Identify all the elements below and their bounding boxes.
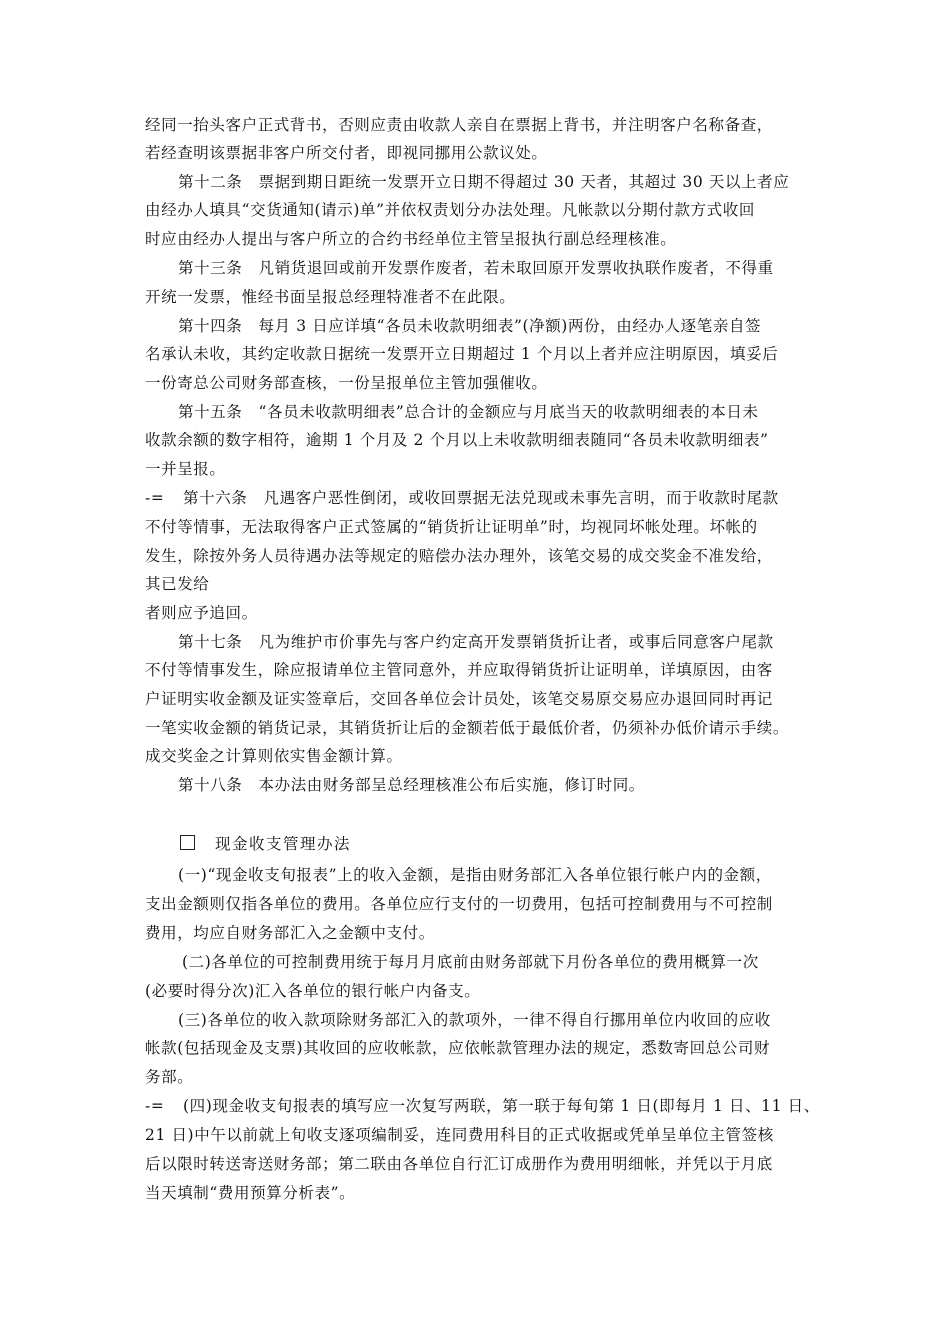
text-line: 第十七条 凡为维护市价事先与客户约定高开发票销货折让者，或事后同意客户尾款 (178, 633, 774, 651)
section-heading (180, 834, 351, 854)
text-line: (必要时得分次)汇入各单位的银行帐户内备支。 (145, 982, 481, 1000)
text-line: 发生，除按外务人员待遇办法等规定的赔偿办法办理外，该笔交易的成交奖金不准发给， (145, 547, 773, 565)
text-line: 名承认未收，其约定收款日据统一发票开立日期超过 1 个月以上者并应注明原因，填妥后 (145, 345, 779, 363)
text-line: 支出金额则仅指各单位的费用。各单位应行支付的一切费用，包括可控制费用与不可控制 (145, 895, 773, 913)
text-line: 当天填制“费用预算分析表”。 (145, 1184, 356, 1202)
text-line: 开统一发票，惟经书面呈报总经理特准者不在此限。 (145, 288, 516, 306)
text-line: 第十四条 每月 3 日应详填“各员未收款明细表”(净额)两份，由经办人逐笔亲自签 (178, 317, 762, 335)
checkbox-square-icon (180, 835, 195, 850)
text-line: 务部。 (145, 1068, 194, 1086)
text-line: (一)“现金收支旬报表”上的收入金额，是指由财务部汇入各单位银行帐户内的金额， (178, 866, 772, 884)
text-line: 费用，均应自财务部汇入之金额中支付。 (145, 924, 435, 942)
text-line: 不付等情事，无法取得客户正式签属的“销货折让证明单”时，均视同坏帐处理。坏帐的 (145, 518, 758, 536)
text-line: 21 日)中午以前就上旬收支逐项编制妥，连同费用科目的正式收据或凭单呈单位主管签核 (145, 1126, 774, 1144)
section-heading-text: 现金收支管理办法 (215, 835, 352, 853)
text-line-body: (四)现金收支旬报表的填写应一次复写两联，第一联于每旬第 1 日(即每月 1 日、11 日、 (183, 1097, 820, 1115)
text-line: 一并呈报。 (145, 460, 226, 478)
text-line: 第十五条 “各员未收款明细表”总合计的金额应与月底当天的收款明细表的本日未 (178, 403, 759, 421)
text-line: 第十三条 凡销货退回或前开发票作废者，若未取回原开发票收执联作废者，不得重 (178, 259, 774, 277)
text-line: 第十二条 票据到期日距统一发票开立日期不得超过 30 天者，其超过 30 天以上者应 (178, 173, 790, 191)
text-line: 若经查明该票据非客户所交付者，即视同挪用公款议处。 (145, 144, 548, 162)
text-line: 一笔实收金额的销货记录，其销货折让后的金额若低于最低价者，仍须补办低价请示手续。 (145, 719, 790, 737)
text-line: 由经办人填具“交货通知(请示)单”并依权责划分办法处理。凡帐款以分期付款方式收回 (145, 201, 755, 219)
margin-mark: -= (145, 1097, 165, 1115)
text-line: (三)各单位的收入款项除财务部汇入的款项外，一律不得自行挪用单位内收回的应收 (178, 1011, 771, 1029)
text-line: 经同一抬头客户正式背书，否则应责由收款人亲自在票据上背书，并注明客户名称备查， (145, 116, 773, 134)
text-line (145, 1096, 820, 1116)
text-line: 一份寄总公司财务部查核，一份呈报单位主管加强催收。 (145, 374, 548, 392)
text-line: 收款余额的数字相符，逾期 1 个月及 2 个月以上未收款明细表随同“各员未收款明细表” (145, 431, 769, 449)
text-line: 者则应予追回。 (145, 604, 258, 622)
text-line-body: 第十六条 凡遇客户恶性倒闭，或收回票据无法兑现或未事先言明，而于收款时尾款 (183, 489, 779, 507)
text-line: 后以限时转送寄送财务部；第二联由各单位自行汇订成册作为费用明细帐，并凭以于月底 (145, 1155, 773, 1173)
text-line: 帐款(包括现金及支票)其收回的应收帐款，应依帐款管理办法的规定，悉数寄回总公司财 (145, 1039, 771, 1057)
text-line: 其已发给 (145, 575, 210, 593)
text-line: 成交奖金之计算则依实售金额计算。 (145, 747, 403, 765)
text-line: 不付等情事发生，除应报请单位主管同意外，并应取得销货折让证明单，详填原因，由客 (145, 661, 773, 679)
text-line: 时应由经办人提出与客户所立的合约书经单位主管呈报执行副总经理核准。 (145, 230, 677, 248)
text-line: 第十八条 本办法由财务部呈总经理核准公布后实施，修订时同。 (178, 776, 645, 794)
text-line (145, 488, 779, 508)
text-line: (二)各单位的可控制费用统于每月月底前由财务部就下月份各单位的费用概算一次 (182, 953, 759, 971)
margin-mark: -= (145, 489, 165, 507)
text-line: 户证明实收金额及证实签章后，交回各单位会计员处，该笔交易原交易应办退回同时再记 (145, 690, 773, 708)
